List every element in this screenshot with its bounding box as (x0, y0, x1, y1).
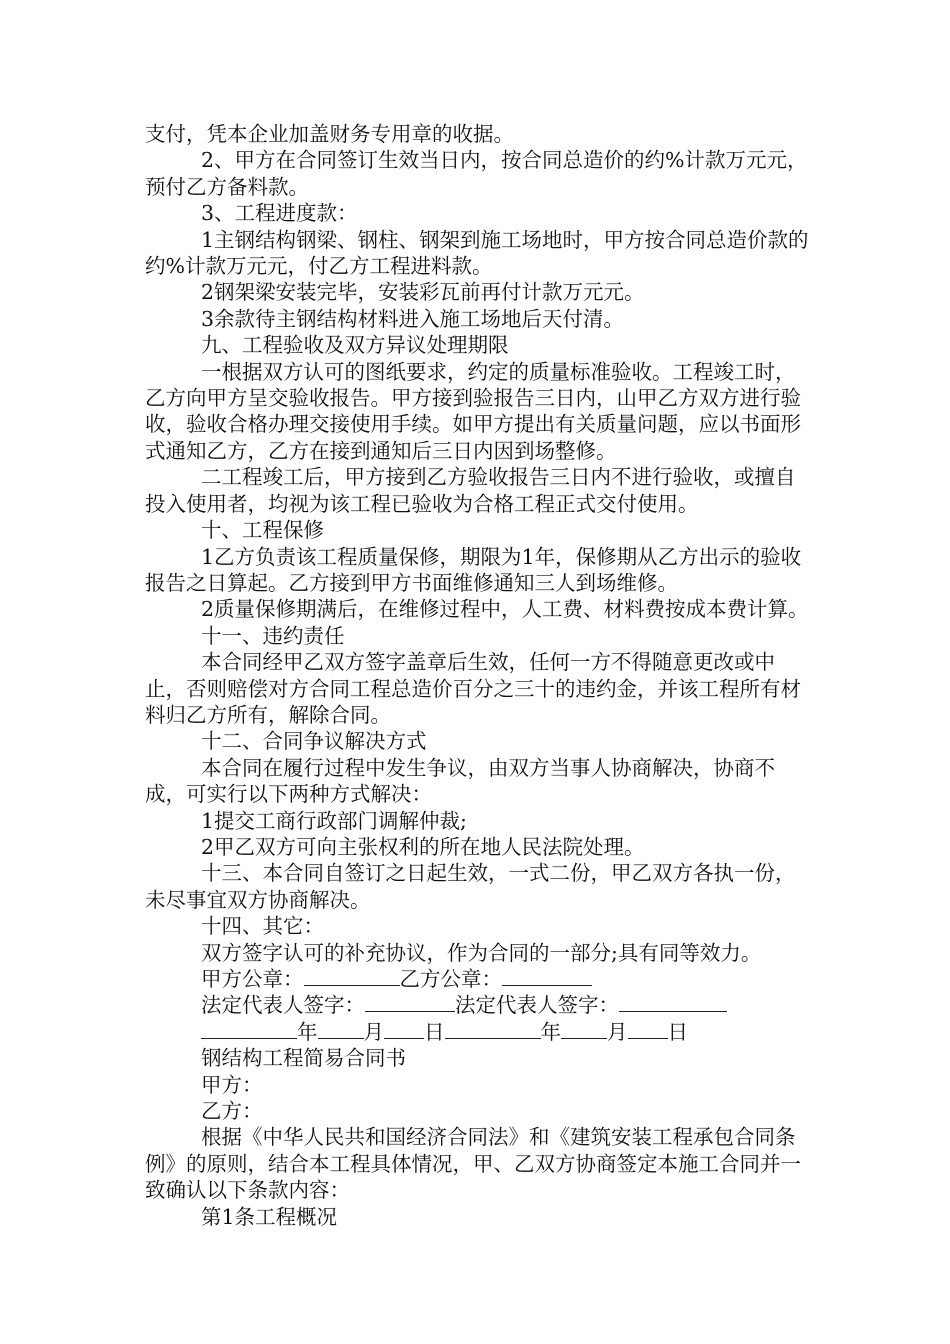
date-b-month-blank[interactable] (561, 1020, 607, 1039)
date-b-day-blank[interactable] (628, 1020, 668, 1039)
paragraph: 2钢架梁安装完毕，安装彩瓦前再付计款万元元。 (201, 280, 645, 305)
date-a-year-label: 年 (297, 1019, 318, 1044)
paragraph: 1主钢结构钢梁、钢柱、钢架到施工场地时，甲方按合同总造价款的约%计款万元元，付乙方工程进料款。 (145, 227, 809, 279)
paragraph: 十四、其它： (201, 914, 324, 939)
paragraph: 2甲乙双方可向主张权利的所在地人民法院处理。 (201, 834, 645, 859)
paragraph: 十三、本合同自签订之日起生效，一式二份，甲乙双方各执一份，未尽事宜双方协商解决。 (145, 861, 796, 912)
paragraph: 甲方： (201, 1072, 263, 1097)
date-a-month-blank[interactable] (318, 1020, 364, 1039)
date-a-day-blank[interactable] (384, 1020, 424, 1039)
date-b-year-blank[interactable] (445, 1020, 541, 1039)
party-a-seal-label: 甲方公章： (201, 967, 304, 991)
contract-body (145, 121, 813, 966)
date-a-year-blank[interactable] (201, 1020, 297, 1039)
paragraph: 本合同在履行过程中发生争议，由双方当事人协商解决，协商不成，可实行以下两种方式解决： (145, 755, 775, 807)
party-a-seal-blank[interactable] (304, 967, 400, 986)
paragraph: 根据《中华人民共和国经济合同法》和《建筑安装工程承包合同条例》的原则，结合本工程具体情况，甲、乙双方协商签定本施工合同并一致确认以下条款内容： (145, 1125, 801, 1203)
paragraph: 一根据双方认可的图纸要求，约定的质量标准验收。工程竣工时，乙方向甲方呈交验收报告。甲方接到验报告三日内，山甲乙方双方进行验收，验收合格办理交接使用手续。如甲方提出有关质量问题，应以书面形式通知乙方，乙方在接到通知后三日内因到场整修。 (145, 359, 801, 463)
party-a-rep-label: 法定代表人签字： (201, 993, 365, 1018)
paragraph: 十一、违约责任 (201, 623, 345, 648)
paragraph: 第1条工程概况 (201, 1204, 338, 1229)
representative-line (145, 992, 813, 1018)
date-b-month-label: 月 (607, 1019, 628, 1044)
seal-line (145, 966, 813, 992)
paragraph: 双方签字认可的补充协议，作为合同的一部分;具有同等效力。 (201, 940, 762, 965)
paragraph: 二工程竣工后，甲方接到乙方验收报告三日内不进行验收，或擅自投入使用者，均视为该工程已验收为合格工程正式交付使用。 (145, 465, 796, 516)
paragraph: 1乙方负责该工程质量保修，期限为1年，保修期从乙方出示的验收报告之日算起。乙方接到甲方书面维修通知三人到场维修。 (145, 544, 802, 595)
paragraph: 九、工程验收及双方异议处理期限 (201, 333, 509, 358)
paragraph: 2、甲方在合同签订生效当日内，按合同总造价的约%计款万元元，预付乙方备料款。 (145, 148, 808, 199)
date-b-day-label: 日 (667, 1019, 688, 1044)
paragraph: 支付，凭本企业加盖财务专用章的收据。 (145, 122, 514, 146)
paragraph: 3、工程进度款： (201, 201, 358, 226)
contract-tail (145, 1045, 813, 1230)
paragraph: 1提交工商行政部门调解仲裁; (201, 808, 467, 833)
paragraph: 十、工程保修 (201, 518, 324, 543)
party-b-seal-label: 乙方公章： (399, 967, 502, 991)
party-b-rep-label: 法定代表人签字： (455, 993, 619, 1018)
party-b-seal-blank[interactable] (502, 967, 592, 986)
date-a-month-label: 月 (363, 1019, 384, 1044)
paragraph: 钢结构工程简易合同书 (201, 1046, 406, 1071)
document-page (145, 121, 813, 1230)
paragraph: 十二、合同争议解决方式 (201, 729, 427, 754)
date-b-year-label: 年 (540, 1019, 561, 1044)
paragraph: 3余款待主钢结构材料进入施工场地后天付清。 (201, 306, 625, 331)
paragraph: 乙方： (201, 1099, 263, 1124)
paragraph: 2质量保修期满后，在维修过程中，人工费、材料费按成本费计算。 (201, 597, 809, 622)
party-a-rep-blank[interactable] (365, 993, 455, 1012)
date-line (145, 1019, 813, 1045)
paragraph: 本合同经甲乙双方签字盖章后生效，任何一方不得随意更改或中止，否则赔偿对方合同工程总造价百分之三十的违约金，并该工程所有材料归乙方所有，解除合同。 (145, 650, 801, 727)
date-a-day-label: 日 (424, 1019, 445, 1044)
party-b-rep-blank[interactable] (619, 993, 727, 1012)
